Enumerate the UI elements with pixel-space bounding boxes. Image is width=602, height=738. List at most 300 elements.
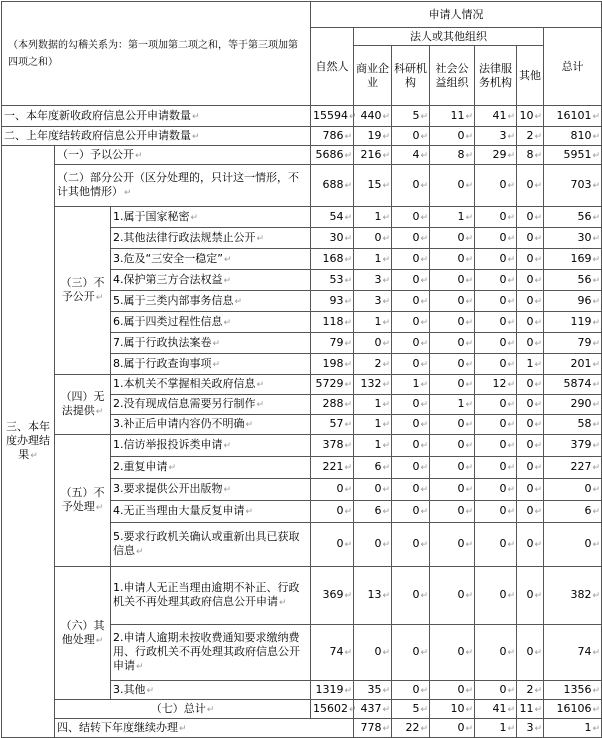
return-mark-icon: ↵ — [420, 704, 429, 715]
value-cell-text: 688 — [322, 178, 344, 191]
value-cell-text: 0 — [412, 178, 420, 191]
item-label-text: 5.属于三类内部事务信息 — [113, 293, 234, 307]
value-cell-text: 1 — [374, 397, 382, 410]
return-mark-icon: ↵ — [592, 420, 601, 430]
return-mark-icon: ↵ — [382, 131, 391, 142]
value-cell — [354, 165, 392, 207]
value-cell — [475, 567, 517, 625]
return-mark-icon: ↵ — [592, 275, 601, 286]
item-label — [111, 567, 311, 625]
value-cell-text: 0 — [457, 438, 465, 451]
value-cell-text: 0 — [374, 482, 382, 495]
value-cell-text: 0 — [374, 335, 382, 349]
return-mark-icon: ↵ — [344, 338, 353, 349]
return-mark-icon: ↵ — [507, 380, 516, 390]
value-cell-text: 0 — [499, 397, 507, 410]
value-cell — [517, 479, 544, 501]
return-mark-icon: ↵ — [592, 400, 601, 410]
return-mark-icon: ↵ — [534, 131, 543, 142]
return-mark-icon: ↵ — [465, 338, 474, 349]
value-cell-text: 1319 — [315, 682, 344, 696]
return-mark-icon: ↵ — [592, 723, 601, 734]
value-cell-text: 0 — [526, 209, 534, 223]
return-mark-icon: ↵ — [256, 380, 265, 390]
value-cell-text: 288 — [322, 397, 344, 410]
return-mark-icon: ↵ — [245, 420, 254, 430]
value-cell-text: 0 — [412, 293, 420, 307]
item-label — [111, 415, 311, 435]
return-mark-icon: ↵ — [344, 380, 353, 390]
table-row — [2, 207, 602, 228]
item-label — [111, 501, 311, 523]
item-label — [111, 333, 311, 354]
item-label — [111, 291, 311, 312]
return-mark-icon: ↵ — [507, 150, 516, 161]
value-cell-text: 5729 — [315, 377, 344, 390]
return-mark-icon: ↵ — [382, 359, 391, 370]
value-cell-text: 0 — [457, 251, 465, 265]
value-cell-text: 0 — [412, 460, 420, 473]
item-label — [111, 207, 311, 228]
return-mark-icon: ↵ — [382, 685, 391, 696]
group-label-text: （二）部分公开（区分处理的，只计这一情形，不计其他情形） — [57, 171, 299, 198]
value-cell — [392, 719, 430, 738]
item-label-text: 8.属于行政查询事项 — [113, 356, 212, 370]
value-cell-text: 53 — [329, 272, 344, 286]
value-cell — [430, 106, 475, 127]
value-cell-text: 0 — [336, 504, 344, 517]
value-cell-text: 0 — [499, 335, 507, 349]
value-cell — [311, 457, 354, 479]
total-cell-text: 5951 — [563, 147, 592, 161]
return-mark-icon: ↵ — [382, 441, 391, 451]
total-cell — [544, 395, 602, 415]
return-mark-icon: ↵ — [420, 131, 429, 142]
value-cell-text: 0 — [457, 128, 465, 142]
table-row — [2, 435, 602, 457]
return-mark-icon: ↵ — [420, 380, 429, 390]
value-cell-text: 10 — [519, 108, 534, 122]
value-cell-text: 0 — [526, 460, 534, 473]
return-mark-icon: ↵ — [534, 507, 543, 517]
table-row — [2, 719, 602, 738]
value-cell — [517, 165, 544, 207]
total-cell — [544, 146, 602, 165]
return-mark-icon: ↵ — [534, 400, 543, 410]
value-cell-text: 0 — [526, 178, 534, 191]
return-mark-icon: ↵ — [420, 296, 429, 307]
value-cell — [392, 395, 430, 415]
value-cell — [475, 127, 517, 146]
return-mark-icon: ↵ — [534, 150, 543, 161]
value-cell-text: 0 — [457, 335, 465, 349]
value-cell — [430, 415, 475, 435]
return-mark-icon: ↵ — [234, 296, 243, 307]
group-label-text: （三）不予公开 — [60, 276, 105, 303]
value-cell — [392, 127, 430, 146]
return-mark-icon: ↵ — [465, 441, 474, 451]
item-label — [111, 435, 311, 457]
value-cell-text: 0 — [499, 504, 507, 517]
value-cell-text: 0 — [412, 682, 420, 696]
return-mark-icon: ↵ — [382, 507, 391, 517]
value-cell-text: 0 — [499, 645, 507, 658]
return-mark-icon: ↵ — [534, 723, 543, 734]
value-cell — [392, 228, 430, 249]
row-label — [55, 719, 354, 738]
value-cell-text: 0 — [499, 417, 507, 430]
value-cell — [392, 523, 430, 567]
return-mark-icon: ↵ — [382, 540, 391, 550]
item-label-text: 2.重复申请 — [113, 460, 168, 473]
value-cell — [430, 719, 475, 738]
total-cell — [544, 354, 602, 375]
value-cell — [475, 501, 517, 523]
value-cell — [475, 681, 517, 700]
value-cell — [354, 127, 392, 146]
value-cell-text: 778 — [360, 720, 382, 734]
return-mark-icon: ↵ — [465, 704, 474, 715]
return-mark-icon: ↵ — [30, 451, 38, 461]
return-mark-icon: ↵ — [223, 317, 232, 328]
return-mark-icon: ↵ — [344, 275, 353, 286]
value-cell-text: 0 — [526, 588, 534, 601]
value-cell — [430, 375, 475, 395]
value-cell — [475, 165, 517, 207]
return-mark-icon: ↵ — [192, 131, 200, 142]
return-mark-icon: ↵ — [420, 181, 429, 191]
total-cell-text: 201 — [570, 356, 592, 370]
value-cell-text: 0 — [412, 537, 420, 550]
value-cell-text: 0 — [374, 645, 382, 658]
value-cell — [475, 228, 517, 249]
header-note: （本列数据的勾稽关系为：第一项加第二项之和，等于第三项加第四项之和） — [2, 2, 311, 106]
value-cell-text: 1 — [499, 720, 507, 734]
value-cell-text: 0 — [412, 504, 420, 517]
return-mark-icon: ↵ — [465, 723, 474, 734]
return-mark-icon: ↵ — [146, 685, 155, 696]
total-cell — [544, 291, 602, 312]
value-cell-text: 22 — [405, 720, 420, 734]
table-row — [2, 700, 602, 719]
value-cell — [311, 567, 354, 625]
value-cell — [354, 479, 392, 501]
return-mark-icon: ↵ — [382, 648, 391, 658]
row-label — [2, 127, 311, 146]
item-label-text: 3.其他 — [113, 682, 146, 696]
return-mark-icon: ↵ — [592, 359, 601, 370]
return-mark-icon: ↵ — [223, 275, 232, 286]
value-cell-text: 15 — [367, 178, 382, 191]
value-cell-text: 1 — [374, 209, 382, 223]
value-cell-text: 0 — [457, 314, 465, 328]
value-cell-text: 0 — [526, 537, 534, 550]
return-mark-icon: ↵ — [349, 704, 357, 715]
return-mark-icon: ↵ — [465, 463, 474, 473]
value-cell — [392, 165, 430, 207]
total-cell — [544, 207, 602, 228]
return-mark-icon: ↵ — [420, 441, 429, 451]
total-cell — [544, 228, 602, 249]
value-cell-text: 74 — [329, 645, 344, 658]
section-label — [2, 146, 55, 738]
return-mark-icon: ↵ — [420, 591, 429, 601]
value-cell — [311, 415, 354, 435]
total-cell — [544, 435, 602, 457]
return-mark-icon: ↵ — [534, 380, 543, 390]
value-cell — [311, 681, 354, 700]
value-cell — [430, 127, 475, 146]
header-row — [2, 2, 602, 28]
value-cell — [392, 479, 430, 501]
value-cell-text: 5 — [412, 108, 420, 122]
value-cell — [354, 719, 392, 738]
value-cell — [354, 146, 392, 165]
return-mark-icon: ↵ — [382, 111, 391, 122]
value-cell-text: 93 — [329, 293, 344, 307]
value-cell-text: 0 — [412, 251, 420, 265]
value-cell-text: 0 — [457, 682, 465, 696]
return-mark-icon: ↵ — [465, 317, 474, 328]
return-mark-icon: ↵ — [420, 111, 429, 122]
total-cell-text: 56 — [577, 272, 592, 286]
return-mark-icon: ↵ — [592, 485, 601, 495]
return-mark-icon: ↵ — [465, 233, 474, 244]
value-cell — [544, 719, 602, 738]
total-cell-text: 30 — [577, 230, 592, 244]
value-cell-text: 0 — [526, 230, 534, 244]
return-mark-icon: ↵ — [465, 296, 474, 307]
return-mark-icon: ↵ — [507, 685, 516, 696]
return-mark-icon: ↵ — [344, 463, 353, 473]
total-cell-text: 5874 — [563, 377, 592, 390]
value-cell — [517, 270, 544, 291]
total-cell-text: 810 — [570, 128, 592, 142]
return-mark-icon: ↵ — [382, 704, 391, 715]
value-cell-text: 0 — [457, 645, 465, 658]
return-mark-icon: ↵ — [95, 407, 104, 417]
total-cell-text: 58 — [577, 417, 592, 430]
return-mark-icon: ↵ — [382, 275, 391, 286]
item-label — [111, 681, 311, 700]
value-cell — [392, 146, 430, 165]
value-cell-text: 13 — [367, 588, 382, 601]
return-mark-icon: ↵ — [382, 181, 391, 191]
return-mark-icon: ↵ — [507, 212, 516, 223]
return-mark-icon: ↵ — [507, 723, 516, 734]
value-cell-text: 19 — [367, 128, 382, 142]
value-cell — [430, 207, 475, 228]
value-cell — [475, 457, 517, 479]
item-label — [111, 354, 311, 375]
return-mark-icon: ↵ — [212, 338, 221, 349]
return-mark-icon: ↵ — [592, 704, 601, 715]
value-cell — [430, 333, 475, 354]
value-cell-text: 0 — [457, 460, 465, 473]
total-cell-text: 169 — [570, 251, 592, 265]
return-mark-icon: ↵ — [420, 212, 429, 223]
value-cell-text: 0 — [374, 537, 382, 550]
value-cell-text: 0 — [457, 720, 465, 734]
total-cell — [544, 567, 602, 625]
return-mark-icon: ↵ — [592, 463, 601, 473]
return-mark-icon: ↵ — [465, 685, 474, 696]
value-cell — [392, 700, 430, 719]
value-cell-text: 10 — [450, 701, 465, 715]
total-cell — [544, 165, 602, 207]
value-cell — [475, 249, 517, 270]
return-mark-icon: ↵ — [465, 591, 474, 601]
return-mark-icon: ↵ — [534, 591, 543, 601]
return-mark-icon: ↵ — [534, 441, 543, 451]
value-cell-text: 3 — [499, 128, 507, 142]
return-mark-icon: ↵ — [465, 648, 474, 658]
value-cell — [430, 625, 475, 681]
return-mark-icon: ↵ — [192, 111, 200, 122]
value-cell-text: 0 — [457, 482, 465, 495]
value-cell-text: 6 — [374, 460, 382, 473]
value-cell-text: 0 — [457, 356, 465, 370]
value-cell — [517, 681, 544, 700]
value-cell-text: 4 — [412, 147, 420, 161]
value-cell — [311, 395, 354, 415]
return-mark-icon: ↵ — [420, 723, 429, 734]
value-cell — [475, 395, 517, 415]
value-cell-text: 0 — [526, 251, 534, 265]
value-cell-text: 1 — [374, 251, 382, 265]
total-cell — [544, 270, 602, 291]
value-cell — [517, 457, 544, 479]
value-cell — [392, 312, 430, 333]
total-cell-text: 290 — [570, 397, 592, 410]
return-mark-icon: ↵ — [420, 485, 429, 495]
return-mark-icon: ↵ — [279, 598, 287, 608]
value-cell — [475, 625, 517, 681]
value-cell-text: 198 — [322, 356, 344, 370]
return-mark-icon: ↵ — [507, 463, 516, 473]
return-mark-icon: ↵ — [344, 420, 353, 430]
table-row — [2, 146, 602, 165]
return-mark-icon: ↵ — [135, 150, 143, 161]
return-mark-icon: ↵ — [507, 111, 516, 122]
value-cell — [354, 681, 392, 700]
value-cell-text: 11 — [519, 701, 534, 715]
return-mark-icon: ↵ — [592, 296, 601, 307]
value-cell — [354, 333, 392, 354]
return-mark-icon: ↵ — [465, 359, 474, 370]
return-mark-icon: ↵ — [344, 181, 353, 191]
value-cell-text: 0 — [412, 397, 420, 410]
value-cell — [354, 700, 392, 719]
group-label-text: （四）无法提供 — [60, 390, 105, 417]
value-cell-text: 0 — [412, 128, 420, 142]
value-cell-text: 57 — [329, 417, 344, 430]
return-mark-icon: ↵ — [420, 359, 429, 370]
return-mark-icon: ↵ — [592, 685, 601, 696]
return-mark-icon: ↵ — [382, 317, 391, 328]
value-cell-text: 786 — [322, 128, 344, 142]
item-label-text: 2.没有现成信息需要另行制作 — [113, 397, 256, 410]
item-label-text: 2.申请人逾期未按收费通知要求缴纳费用、行政机关不再处理其政府信息公开申请 — [113, 631, 300, 672]
item-label-text: 1.属于国家秘密 — [113, 209, 190, 223]
value-cell — [475, 333, 517, 354]
table-row — [2, 165, 602, 207]
value-cell-text: 5686 — [315, 147, 344, 161]
return-mark-icon: ↵ — [420, 685, 429, 696]
return-mark-icon: ↵ — [592, 441, 601, 451]
return-mark-icon: ↵ — [382, 723, 391, 734]
value-cell — [311, 333, 354, 354]
value-cell-text: 0 — [526, 293, 534, 307]
value-cell — [392, 567, 430, 625]
value-cell-text: 0 — [412, 230, 420, 244]
value-cell — [354, 291, 392, 312]
return-mark-icon: ↵ — [344, 254, 353, 265]
value-cell-text: 369 — [322, 588, 344, 601]
value-cell-text: 168 — [322, 251, 344, 265]
value-cell — [475, 312, 517, 333]
return-mark-icon: ↵ — [344, 317, 353, 328]
value-cell-text: 378 — [322, 438, 344, 451]
value-cell — [430, 681, 475, 700]
item-label-text: 5.要求行政机关确认或重新出具已获取信息 — [113, 530, 300, 557]
value-cell-text: 1 — [584, 720, 592, 734]
item-label-text: 6.属于四类过程性信息 — [113, 314, 223, 328]
return-mark-icon: ↵ — [534, 463, 543, 473]
item-label-text: 1.本机关不掌握相关政府信息 — [113, 377, 256, 390]
return-mark-icon: ↵ — [534, 540, 543, 550]
value-cell-text: 1 — [457, 397, 465, 410]
return-mark-icon: ↵ — [344, 296, 353, 307]
item-label-text: 1.信访举报投诉类申请 — [113, 438, 223, 451]
value-cell — [475, 207, 517, 228]
return-mark-icon: ↵ — [245, 507, 254, 517]
value-cell-text: 30 — [329, 230, 344, 244]
value-cell — [392, 681, 430, 700]
return-mark-icon: ↵ — [592, 254, 601, 265]
value-cell — [354, 501, 392, 523]
value-cell — [354, 228, 392, 249]
value-cell — [430, 165, 475, 207]
value-cell-text: 0 — [526, 377, 534, 390]
value-cell-text: 0 — [526, 335, 534, 349]
value-cell-text: 0 — [412, 209, 420, 223]
value-cell-text: 0 — [457, 417, 465, 430]
value-cell-text: 11 — [450, 108, 465, 122]
return-mark-icon: ↵ — [256, 400, 265, 410]
item-label-text: 3.要求提供公开出版物 — [113, 482, 223, 495]
value-cell — [475, 106, 517, 127]
value-cell — [517, 106, 544, 127]
value-cell — [517, 523, 544, 567]
return-mark-icon: ↵ — [465, 507, 474, 517]
return-mark-icon: ↵ — [507, 338, 516, 349]
value-cell — [311, 249, 354, 270]
return-mark-icon: ↵ — [420, 420, 429, 430]
group-label — [55, 165, 311, 207]
return-mark-icon: ↵ — [136, 547, 144, 557]
return-mark-icon: ↵ — [223, 254, 232, 265]
header-law: 法律服务机构 — [475, 46, 517, 106]
return-mark-icon: ↵ — [420, 648, 429, 658]
value-cell — [311, 228, 354, 249]
return-mark-icon: ↵ — [592, 540, 601, 550]
total-cell-text: 703 — [570, 178, 592, 191]
item-label — [111, 312, 311, 333]
value-cell-text: 1 — [374, 417, 382, 430]
value-cell-text: 2 — [526, 128, 534, 142]
value-cell — [517, 291, 544, 312]
